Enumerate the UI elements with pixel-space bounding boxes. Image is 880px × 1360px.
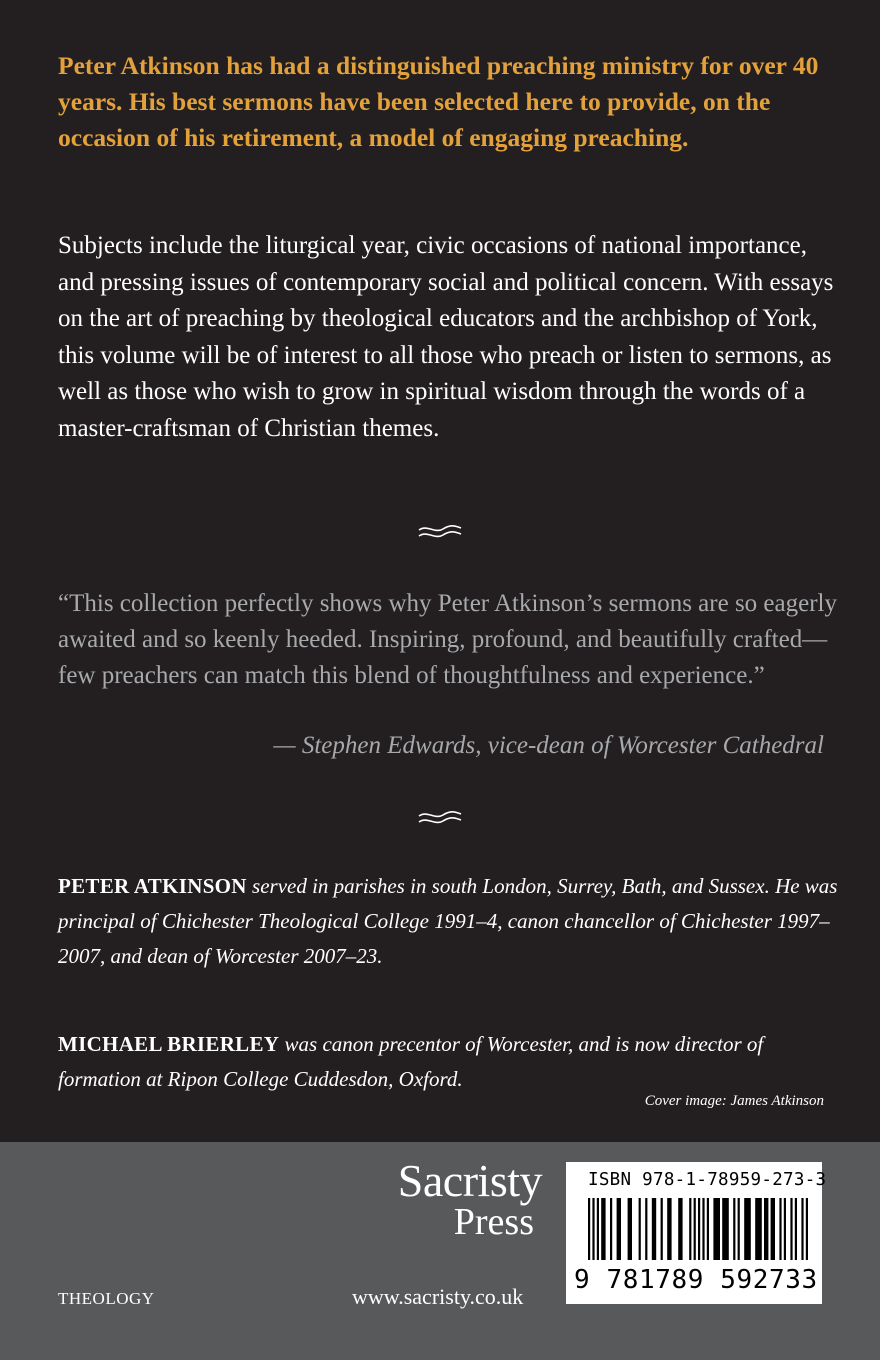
description-paragraph: Subjects include the liturgical year, civic occasions of national importance, and pressing issues of contemporary social and political concern. With essays on the art of preaching by theological educators and the archbishop of York, this volume will be of interest to all those who preach or listen to sermons, as well as those who wish to grow in spiritual wisdom through the words of a master-craftsman of Christian themes. [58,232,834,442]
barcode-bar [771,1198,775,1260]
barcode-bar [795,1198,797,1260]
barcode-bar [698,1198,700,1260]
barcode-digits: 9 781789 592733 [574,1265,818,1295]
barcode-bar [592,1198,594,1260]
barcode-bar [738,1198,740,1260]
barcode-bar [733,1198,735,1260]
publisher-name-line2: Press [453,1201,534,1243]
barcode-bar [722,1198,729,1260]
barcode-bar [707,1198,709,1260]
barcode-bar [702,1198,704,1260]
barcode-bar [790,1198,792,1260]
swash-divider-icon [415,522,465,542]
publisher-website: www.sacristy.co.uk [352,1284,524,1309]
barcode-bar [806,1198,808,1260]
swash-divider-icon [415,808,465,828]
barcode-bar [667,1198,671,1260]
publisher-name-line1: Sacristy [397,1155,542,1206]
barcode-bar [801,1198,803,1260]
lead-blurb: Peter Atkinson has had a distinguished preaching ministry for over 40 years. His best sermons have been selected here to provide, on the occasion of his retirement, a model of engaging preaching. [58,51,819,152]
barcode-bar [597,1198,599,1260]
barcode-bar [628,1198,632,1260]
cover-image-credit: Cover image: James Atkinson [644,1093,824,1109]
barcode-bar [764,1198,768,1260]
barcode-bar [652,1198,656,1260]
author-name: MICHAEL BRIERLEY [58,1032,280,1056]
barcode-bar [645,1198,647,1260]
endorsement-quote: “This collection perfectly shows why Peter Atkinson’s sermons are so eagerly awaited and so keenly heeded. Inspiring, profound, and beautifully crafted—few preachers can match this blend of thoughtfulness and experience.” [58,590,837,689]
barcode-bar [588,1198,590,1260]
barcode-bar [601,1198,605,1260]
barcode-bar [713,1198,720,1260]
barcode-bar [689,1198,691,1260]
publisher-logo [372,1155,542,1243]
barcode-bar [610,1198,612,1260]
author-bio-michael-brierley [58,1027,838,1097]
category-label: THEOLOGY [58,1289,155,1308]
barcode-bar [694,1198,696,1260]
isbn-label: ISBN 978-1-78959-273-3 [588,1170,827,1190]
barcode-bar [744,1198,751,1260]
barcode-bar [639,1198,641,1260]
barcode-bar [779,1198,781,1260]
barcode-icon [588,1198,810,1268]
barcode-bar [661,1198,663,1260]
author-bio-text: was canon precentor of Worcester, and is now director of formation at Ripon College Cuddesdon, Oxford. [58,1032,764,1091]
author-bio-text: served in parishes in south London, Surrey, Bath, and Sussex. He was principal of Chichester Theological College 1991–4, canon chancellor of Chichester 1997–2007, and dean of Worcester 2007–23. [58,874,838,968]
barcode-bar [755,1198,762,1260]
author-name: PETER ATKINSON [58,874,247,898]
endorsement-attribution: — Stephen Edwards, vice-dean of Worcester Cathedral [273,732,824,759]
author-bio-peter-atkinson [58,869,838,974]
barcode-bar [678,1198,682,1260]
barcode-bar [617,1198,621,1260]
barcode-bar [784,1198,786,1260]
